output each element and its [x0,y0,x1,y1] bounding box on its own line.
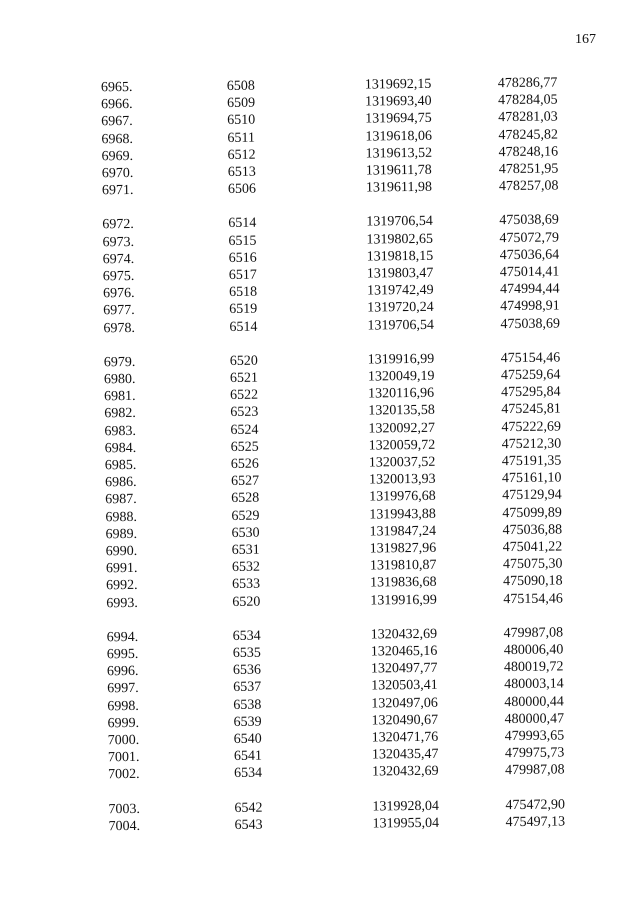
x-coordinate: 1320092,27 [368,420,436,437]
point-number: 6511 [227,130,256,146]
x-coordinate: 1319836,68 [370,575,437,591]
y-coordinate: 480000,44 [504,694,564,710]
row-number: 6982. [104,406,136,422]
x-coordinate: 1319706,54 [366,214,433,230]
y-coordinate: 478251,95 [498,161,559,178]
x-coordinate: 1320116,96 [368,386,435,402]
row-number: 6990. [105,543,138,560]
point-number: 6521 [229,370,259,386]
row-number: 7000. [107,732,140,749]
x-coordinate: 1320497,06 [371,695,438,712]
x-coordinate: 1320490,67 [371,712,439,729]
row-number: 6968. [101,131,134,147]
x-coordinate: 1319611,78 [365,162,432,179]
point-number: 6540 [233,731,262,747]
point-number: 6508 [226,78,255,94]
x-coordinate: 1320135,58 [368,403,435,419]
y-coordinate: 475295,84 [501,384,561,401]
row-number: 6994. [106,629,139,646]
point-number: 6519 [229,302,258,318]
row-number: 6992. [106,578,138,594]
y-coordinate: 475041,22 [502,539,563,556]
row-number: 6981. [104,389,136,405]
y-coordinate: 478257,08 [498,178,559,195]
point-number: 6539 [233,714,262,730]
y-coordinate: 475191,35 [501,453,562,470]
point-number: 6510 [227,113,256,129]
x-coordinate: 1320503,41 [371,678,438,694]
row-number: 6999. [107,715,140,732]
x-coordinate: 1319694,75 [365,111,432,127]
x-coordinate: 1319692,15 [364,76,432,93]
point-number: 6515 [228,233,257,249]
row-number: 6979. [103,354,136,371]
row-number: 6973. [102,234,135,250]
row-number: 6978. [103,320,136,336]
x-coordinate: 1319618,06 [365,128,433,145]
x-coordinate: 1320471,76 [371,729,439,746]
row-number: 6976. [102,286,135,302]
row-number: 6996. [106,664,139,680]
y-coordinate: 475099,89 [502,505,562,521]
row-number: 6966. [101,97,133,113]
row-number: 6969. [101,148,134,165]
y-coordinate: 475245,81 [501,401,561,418]
row-number: 7002. [108,767,140,783]
row-number: 6998. [107,698,139,714]
y-coordinate: 475497,13 [505,814,566,830]
y-coordinate: 475154,46 [503,591,563,607]
x-coordinate: 1320465,16 [370,643,438,660]
point-number: 6526 [230,456,259,472]
point-number: 6538 [233,697,262,713]
point-number: 6541 [233,748,262,765]
point-number: 6522 [230,387,259,404]
x-coordinate: 1319916,99 [367,351,435,368]
point-number: 6536 [232,662,262,679]
x-coordinate: 1319810,87 [369,557,437,574]
y-coordinate: 479987,08 [505,762,565,779]
y-coordinate: 475038,69 [499,212,559,229]
point-number: 6516 [228,250,257,266]
point-number: 6517 [228,267,257,283]
x-coordinate: 1319818,15 [366,248,434,265]
row-number: 6980. [103,371,136,388]
point-number: 6527 [230,473,260,490]
point-number: 6514 [229,319,258,335]
point-number: 6524 [230,422,259,438]
point-number: 6532 [231,559,261,576]
x-coordinate: 1319847,24 [369,523,437,540]
row-number: 6986. [104,475,137,491]
x-coordinate: 1319720,24 [367,300,434,316]
x-coordinate: 1319742,49 [366,283,434,299]
y-coordinate: 475222,69 [501,419,562,435]
x-coordinate: 1319611,98 [365,180,433,196]
y-coordinate: 478284,05 [497,92,558,109]
point-number: 6520 [229,353,258,369]
row-number: 6983. [104,423,137,439]
x-coordinate: 1320432,69 [370,626,438,643]
row-number: 6987. [105,492,137,508]
row-number: 6984. [104,440,137,457]
x-coordinate: 1320013,93 [368,472,436,488]
point-number: 6513 [227,164,256,180]
row-number: 6977. [103,303,135,319]
point-number: 6506 [227,181,257,198]
row-number: 6995. [106,646,139,663]
row-number: 7003. [108,801,141,817]
y-coordinate: 478286,77 [497,75,558,92]
x-coordinate: 1320037,52 [368,454,436,471]
point-number: 6534 [232,628,261,644]
point-number: 6514 [228,216,257,232]
y-coordinate: 475072,79 [499,230,560,246]
x-coordinate: 1319943,88 [369,506,436,523]
point-number: 6531 [231,542,260,558]
y-coordinate: 475472,90 [505,797,566,813]
y-coordinate: 480006,40 [503,642,564,659]
x-coordinate: 1319976,68 [369,489,436,505]
y-coordinate: 475259,64 [500,367,561,384]
row-number: 6970. [101,165,134,182]
y-coordinate: 475129,94 [502,487,562,504]
point-number: 6542 [234,800,263,816]
row-number: 6988. [105,509,137,525]
y-coordinate: 475154,46 [500,350,561,366]
row-number: 6974. [102,251,135,268]
x-coordinate: 1320059,72 [368,437,436,454]
point-number: 6534 [234,766,263,782]
y-coordinate: 475036,88 [502,522,563,538]
row-number: 6965. [100,79,133,96]
row-number: 7001. [107,750,140,766]
point-number: 6530 [231,525,260,541]
point-number: 6509 [227,95,256,112]
y-coordinate: 480019,72 [503,659,564,676]
point-number: 6528 [231,491,260,507]
point-number: 6537 [233,680,262,696]
point-number: 6535 [232,645,261,661]
x-coordinate: 1320049,19 [367,368,435,385]
y-coordinate: 474994,44 [499,281,560,298]
x-coordinate: 1319613,52 [365,145,433,162]
y-coordinate: 478245,82 [498,127,559,143]
x-coordinate: 1319827,96 [369,540,437,557]
y-coordinate: 479975,73 [504,745,565,762]
x-coordinate: 1319916,99 [370,592,437,609]
point-number: 6523 [230,405,259,421]
y-coordinate: 475036,64 [499,247,560,263]
y-coordinate: 480003,14 [504,676,564,693]
x-coordinate: 1319802,65 [366,231,434,248]
y-coordinate: 474998,91 [500,298,560,315]
y-coordinate: 480000,47 [504,711,565,727]
y-coordinate: 475161,10 [501,470,562,487]
point-number: 6533 [232,577,261,593]
y-coordinate: 475014,41 [499,264,560,281]
x-coordinate: 1319693,40 [364,94,432,110]
row-number: 6972. [102,217,134,233]
x-coordinate: 1319706,54 [367,317,434,334]
point-number: 6525 [230,439,259,455]
point-number: 6543 [234,817,263,833]
row-number: 6989. [105,526,138,543]
y-coordinate: 479987,08 [503,625,564,641]
row-number: 6971. [101,183,134,199]
row-number: 6967. [101,114,133,130]
y-coordinate: 475090,18 [503,573,563,590]
row-number: 6991. [105,561,138,577]
y-coordinate: 478248,16 [498,144,559,160]
point-number: 6520 [232,594,261,610]
y-coordinate: 478281,03 [498,109,558,126]
row-number: 6975. [102,268,135,285]
y-coordinate: 479993,65 [504,728,565,745]
x-coordinate: 1320435,47 [371,746,439,763]
row-number: 6997. [107,681,139,697]
row-number: 6985. [104,457,137,474]
x-coordinate: 1319928,04 [372,798,440,815]
y-coordinate: 475212,30 [501,436,562,452]
point-number: 6512 [227,147,256,163]
y-coordinate: 475075,30 [502,556,563,573]
y-coordinate: 475038,69 [500,316,560,332]
x-coordinate: 1319803,47 [366,265,434,282]
page-number: 167 [575,32,596,47]
row-number: 7004. [108,818,141,835]
row-number: 6993. [106,595,138,611]
point-number: 6518 [228,284,258,301]
x-coordinate: 1320432,69 [372,764,439,780]
x-coordinate: 1319955,04 [372,815,440,832]
x-coordinate: 1320497,77 [370,660,438,677]
point-number: 6529 [231,508,260,524]
